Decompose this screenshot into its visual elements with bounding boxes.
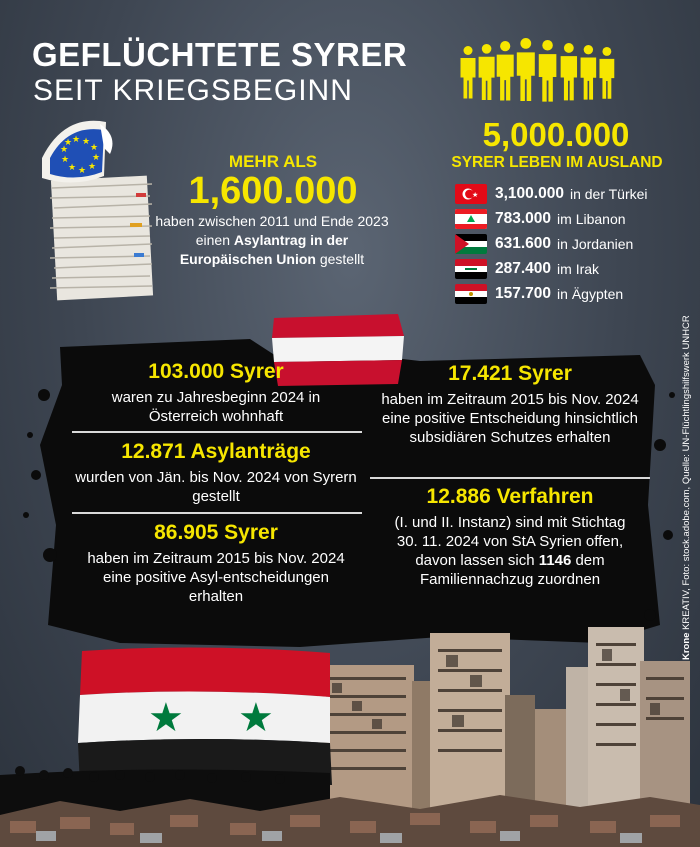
- svg-text:★: ★: [472, 191, 479, 199]
- eu-description: [152, 212, 392, 269]
- svg-text:★: ★: [148, 695, 184, 741]
- svg-text:★: ★: [88, 162, 97, 172]
- eu-prefix: MEHR ALS: [228, 152, 318, 171]
- svg-text:★: ★: [238, 695, 274, 741]
- turkey-flag-icon: [455, 184, 487, 204]
- iraq-value: 287.400: [495, 260, 552, 277]
- syria-flag-icon: [78, 647, 332, 787]
- svg-text:★: ★: [64, 138, 73, 148]
- stat-right-2-text: [384, 513, 636, 589]
- svg-text:★: ★: [61, 155, 70, 165]
- stat-block-right-1: [380, 362, 640, 447]
- stat-block-right-2: [384, 485, 636, 589]
- svg-text:★: ★: [68, 163, 77, 173]
- war-scene-illustration: [0, 625, 700, 847]
- stat-block-left-2: [74, 440, 358, 506]
- stat-left-2-text: wurden von Jän. bis Nov. 2024 von Syrern gestellt: [75, 469, 357, 505]
- jordan-text: in Jordanien: [557, 236, 634, 252]
- title-line2: SEIT KRIEGSBEGINN: [33, 74, 353, 107]
- svg-text:★: ★: [72, 135, 81, 145]
- country-row-jordan: [455, 233, 633, 255]
- divider: [72, 431, 362, 433]
- eu-paper-stack-icon: [34, 118, 158, 304]
- country-row-egypt: [455, 283, 623, 305]
- eu-text2: gestellt: [315, 251, 365, 267]
- lebanon-value: 783.000: [495, 210, 552, 227]
- abroad-number: 5,000.000: [482, 116, 630, 153]
- stat-right-2-headline: 12.886 Verfahren: [426, 485, 594, 508]
- svg-text:★: ★: [90, 143, 99, 153]
- credit-line: [681, 315, 692, 660]
- credit-brand: Krone: [681, 632, 692, 660]
- country-row-iraq: [455, 258, 599, 280]
- jordan-flag-icon: [455, 234, 487, 254]
- stat-left-1-headline: 103.000 Syrer: [148, 360, 284, 383]
- stat-left-3-headline: 86.905 Syrer: [154, 521, 278, 544]
- country-row-turkey: [455, 183, 648, 205]
- svg-text:★: ★: [82, 137, 91, 147]
- svg-text:★: ★: [60, 145, 69, 155]
- svg-text:★: ★: [78, 166, 87, 176]
- eu-bold: Asylantrag in der Europäischen Union: [179, 232, 349, 267]
- stat-right-1-headline: 17.421 Syrer: [448, 362, 572, 385]
- stat-right-2-text-pre: (I. und II. Instanz) sind mit Stichtag 30. 11. 2024 von StA Syrien offen, davon lassen sich: [394, 514, 626, 569]
- divider: [370, 477, 650, 479]
- stat-block-left-3: [74, 521, 358, 606]
- stat-left-3-text: haben im Zeitraum 2015 bis Nov. 2024 eine positive Asyl-entscheidungen erhalten: [87, 550, 345, 605]
- credit-text: KREATIV, Foto: stock.adobe.com, Quelle: UN-Flüchtlingshilfswerk UNHCR: [681, 315, 692, 630]
- stat-right-2-text-post: dem Familiennachzug zuordnen: [419, 552, 605, 588]
- lebanon-flag-icon: [455, 209, 487, 229]
- abroad-label: SYRER LEBEN IM AUSLAND: [451, 154, 663, 171]
- egypt-text: in Ägypten: [557, 286, 624, 302]
- eu-number: 1,600.000: [188, 170, 358, 212]
- lebanon-text: im Libanon: [557, 211, 626, 227]
- divider: [72, 512, 362, 514]
- stat-block-left-1: [84, 360, 348, 426]
- stat-left-2-headline: 12.871 Asylanträge: [121, 440, 311, 463]
- stat-right-1-text: haben im Zeitraum 2015 bis Nov. 2024 eine positive Entscheidung hinsichtlich subsidiären Schutzes erhalten: [381, 391, 639, 446]
- people-group-icon: [455, 38, 635, 110]
- country-row-lebanon: [455, 208, 626, 230]
- turkey-text: in der Türkei: [569, 186, 648, 202]
- stat-right-2-bold: 1146: [538, 552, 572, 569]
- iraq-flag-icon: [455, 259, 487, 279]
- egypt-value: 157.700: [495, 285, 552, 302]
- jordan-value: 631.600: [495, 235, 552, 252]
- turkey-value: 3,100.000: [495, 185, 564, 202]
- eu-text1: haben zwischen 2011 und Ende 2023 einen: [155, 213, 389, 248]
- title-line1: GEFLÜCHTETE SYRER: [32, 36, 408, 73]
- svg-text:★: ★: [92, 153, 101, 163]
- egypt-flag-icon: [455, 284, 487, 304]
- stat-left-1-text: waren zu Jahresbeginn 2024 in Österreich wohnhaft: [111, 389, 321, 425]
- iraq-text: im Irak: [557, 261, 600, 277]
